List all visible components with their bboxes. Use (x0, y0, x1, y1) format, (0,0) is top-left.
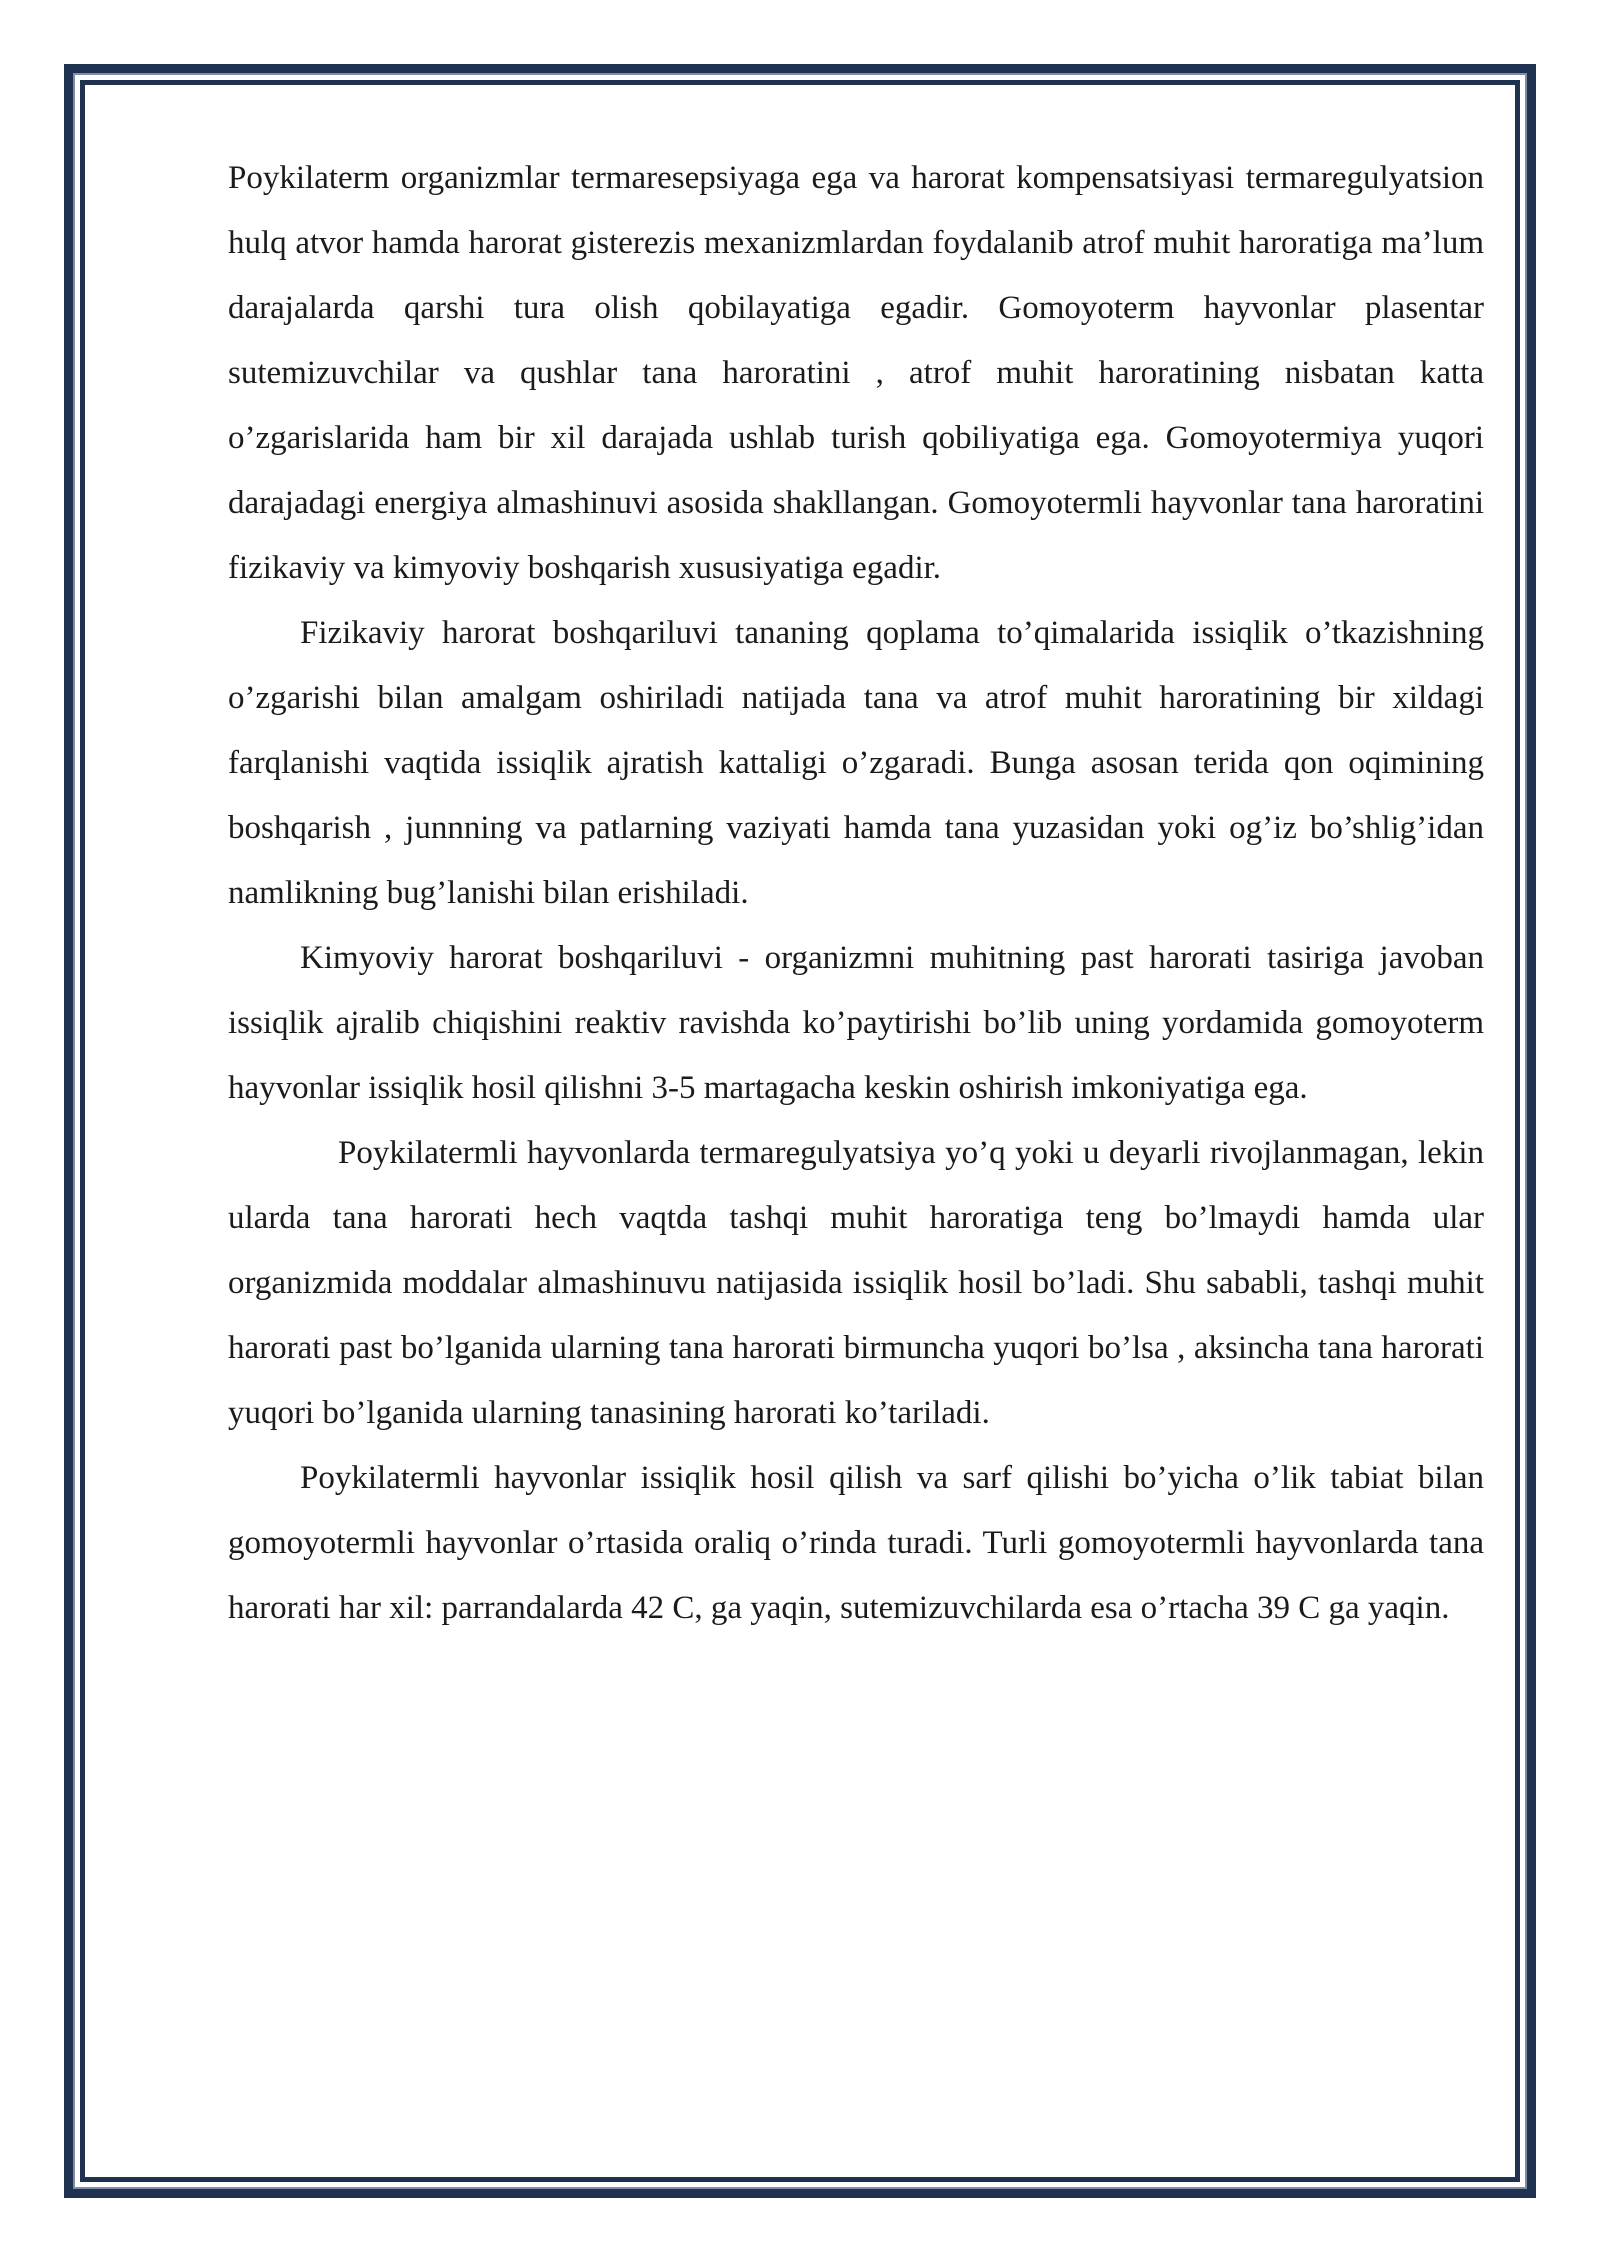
paragraph-4: Poykilatermli hayvonlarda termaregulyatsiya yo’q yoki u deyarli rivojlanmagan, lekin ularda tana harorati hech vaqtda tashqi muhit haroratiga teng bo’lmaydi hamda ular organizmida moddalar almashinuvu natijasida issiqlik hosil bo’ladi. Shu sababli, tashqi muhit harorati past bo’lganida ularning tana harorati birmuncha yuqori bo’lsa , aksincha tana harorati yuqori bo’lganida ularning tanasining harorati ko’tariladi. (228, 1135, 1484, 1431)
paragraph-1: Poykilaterm organizmlar termaresepsiyaga ega va harorat kompensatsiyasi termaregulyatsion hulq atvor hamda harorat gisterezis mexanizmlardan foydalanib atrof muhit haroratiga ma’lum darajalarda qarshi tura olish qobilayatiga egadir. Gomoyoterm hayvonlar plasentar sutemizuvchilar va qushlar tana haroratini , atrof muhit haroratining nisbatan katta o’zgarislarida ham bir xil darajada ushlab turish qobiliyatiga ega. Gomoyotermiya yuqori darajadagi energiya almashinuvi asosida shakllangan. Gomoyotermli hayvonlar tana haroratini fizikaviy va kimyoviy boshqarish xususiyatiga egadir. (228, 160, 1484, 586)
paragraph-3: Kimyoviy harorat boshqariluvi - organizmni muhitning past harorati tasiriga javoban issiqlik ajralib chiqishini reaktiv ravishda ko’paytirishi bo’lib uning yordamida gomoyoterm hayvonlar issiqlik hosil qilishni 3-5 martagacha keskin oshirish imkoniyatiga ega. (228, 940, 1484, 1106)
paragraph-5: Poykilatermli hayvonlar issiqlik hosil qilish va sarf qilishi bo’yicha o’lik tabiat bilan gomoyotermli hayvonlar o’rtasida oraliq o’rinda turadi. Turli gomoyotermli hayvonlarda tana harorati har xil: parrandalarda 42 C, ga yaqin, sutemizuvchilarda esa o’rtacha 39 C ga yaqin. (228, 1460, 1484, 1626)
paragraph-2: Fizikaviy harorat boshqariluvi tananing qoplama to’qimalarida issiqlik o’tkazishning o’zgarishi bilan amalgam oshiriladi natijada tana va atrof muhit haroratining bir xildagi farqlanishi vaqtida issiqlik ajratish kattaligi o’zgaradi. Bunga asosan terida qon oqimining boshqarish , junnning va patlarning vaziyati hamda tana yuzasidan yoki og’iz bo’shlig’idan namlikning bug’lanishi bilan erishiladi. (228, 615, 1484, 911)
document-body (228, 146, 1484, 1641)
